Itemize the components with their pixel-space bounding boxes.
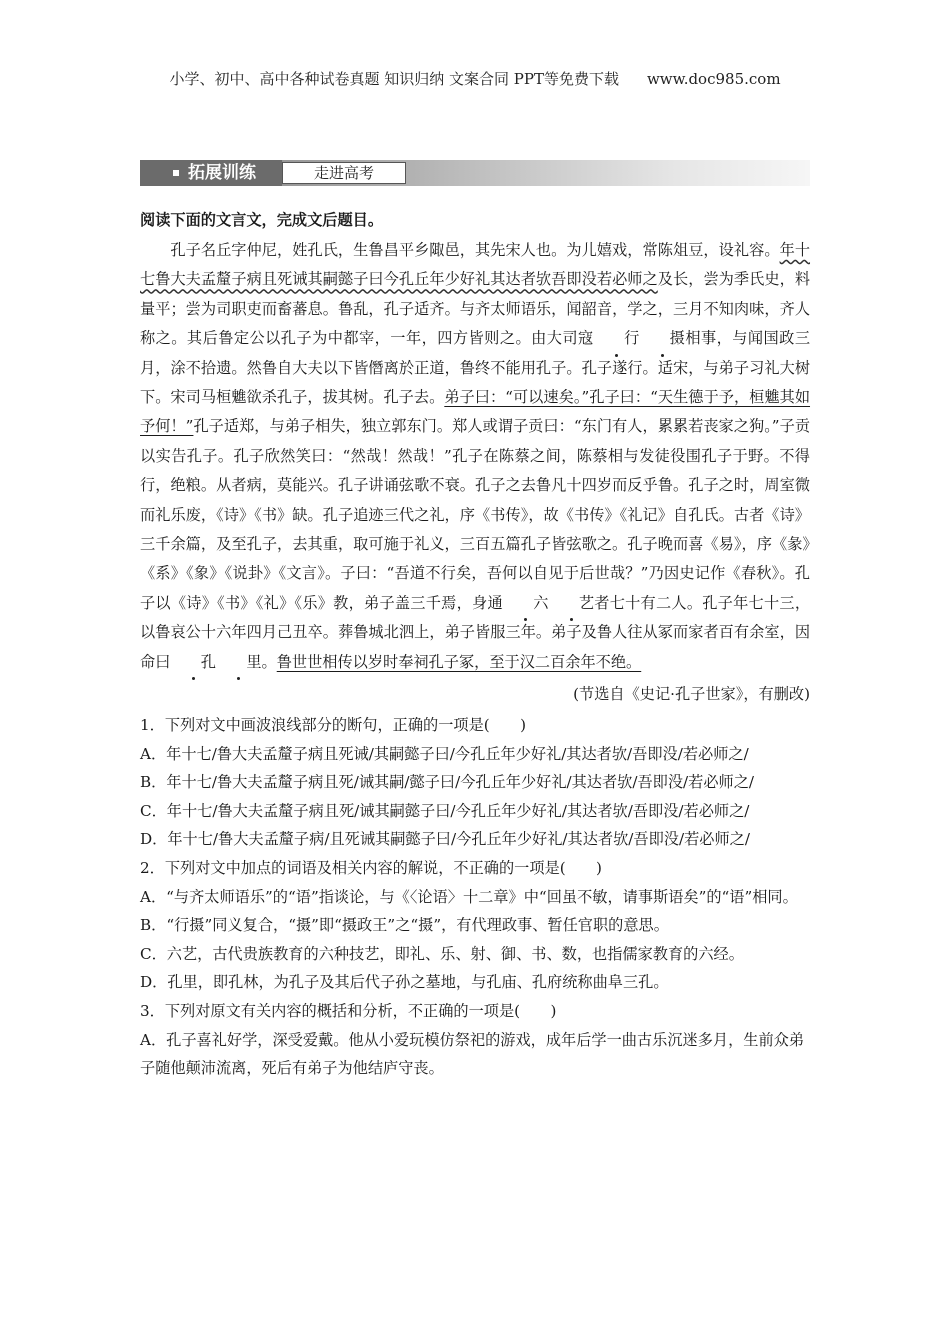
square-bullet-icon [173,170,179,176]
passage-text [140,236,810,677]
underlined-sentence-1: 弟子曰：“可以速矣。”孔子曰：“天生德于予，桓魋其如予何！” [140,388,811,436]
option-a: A．“与齐太师语乐”的“语”指谈论，与《〈论语〉十二章》中“回虽不敏，请事斯语矣”的“语”相同。 [140,887,798,906]
section-title-tag [140,160,282,186]
header-url[interactable]: www.doc985.com [646,70,781,88]
option-b: B．“行摄”同义复合，“摄”即“摄政王”之“摄”，有代理政事、暂任官职的意思。 [140,916,669,935]
header-text: 小学、初中、高中各种试卷真题 知识归纳 文案合同 PPT等免费下载 [169,70,619,88]
passage-segment: 及长，尝为季氏史，料量平；尝为司职吏而畜蕃息。鲁乱，孔子适齐。与齐太师语乐，闻韶音，学之，三月不知肉味，齐人称之。其后鲁定公以孔子为中都宰，一年，四方皆则之。由大司寇 [140,270,811,348]
dotted-char: 孔 [170,648,216,677]
passage-segment: 者七十有二人。孔子年七十三，以鲁哀公十六年四月己丑卒。葬鲁城北泗上，弟子皆服三年。弟子及鲁人往从冢而家者百有余室，因命曰 [140,593,811,671]
option-c: C．年十七/鲁大夫孟釐子病且死/诫其嗣懿子曰/今孔丘年少好礼/其达者欤/吾即没/若必师之/ [140,801,750,820]
passage-segment: 孔子名丘字仲尼，姓孔氏，生鲁昌平乡陬邑，其先宋人也。为儿嬉戏，常陈俎豆，设礼容。 [170,241,780,259]
document-body [140,206,810,1083]
option-d: D．孔里，即孔林，为孔子及其后代子孙之墓地，与孔庙、孔府统称曲阜三孔。 [140,973,669,992]
source-citation: (节选自《史记·孔子世家》，有删改) [573,685,810,704]
section-banner [140,160,810,186]
wavy-underlined-segment: 年十七鲁大夫孟釐子病且死诫其嗣懿子曰今孔丘年少好礼其达者欤吾即没若必师之 [140,241,811,289]
section-subtitle: 走进高考 [282,162,406,184]
option-b: B．年十七/鲁大夫孟釐子病且死/诫其嗣/懿子曰/今孔丘年少好礼/其达者欤/吾即没/若必师之/ [140,773,755,792]
question-stem: 2．下列对文中加点的词语及相关内容的解说，不正确的一项是( ) [140,859,602,878]
instruction: 阅读下面的文言文，完成文后题目。 [140,211,383,229]
option-a: A．年十七/鲁大夫孟釐子病且死诫/其嗣懿子曰/今孔丘年少好礼/其达者欤/吾即没/若必师之/ [140,744,749,763]
underlined-sentence-2: 鲁世世相传以岁时奉祠孔子冢，至于汉二百余年不绝。 [276,652,642,671]
question-2 [140,854,810,997]
passage-segment: 孔子适郑，与弟子相失，独立郭东门。郑人或谓子贡曰：“东门有人，累累若丧家之狗。”子贡以实告孔子。孔子欣然笑曰：“然哉！然哉！”孔子在陈蔡之间，陈蔡相与发徒役围孔子于野。不得行，绝粮。从者病，莫能兴。孔子讲诵弦歌不衰。孔子之去鲁凡十四岁而反乎鲁。孔子之时，周室微而礼乐废，《诗》《书》缺。孔子追迹三代之礼，序《书传》，故《书传》《礼记》自孔氏。古者《诗》三千余篇，及至孔子，去其重，取可施于礼义，三百五篇孔子皆弦歌之。孔子晚而喜《易》，序《彖》《系》《象》《说卦》《文言》。子曰：“吾道不行矣，吾何以自见于后世哉？”乃因史记作《春秋》。孔子以《诗》《书》《礼》《乐》教，弟子盖三千焉，身通 [140,417,811,612]
dotted-char: 里 [216,648,262,677]
option-a: A．孔子喜礼好学，深受爱戴。他从小爱玩模仿祭祀的游戏，成年后学一曲古乐沉迷多月，生前众弟子随他颠沛流离，死后有弟子为他结庐守丧。 [140,1030,805,1078]
dotted-char: 摄 [639,324,685,353]
dotted-char: 艺 [548,589,594,618]
question-1 [140,711,810,854]
passage-segment: 。 [261,652,277,671]
option-d: D．年十七/鲁大夫孟釐子病/且死诫其嗣懿子曰/今孔丘年少好礼/其达者欤/吾即没/若必师之/ [140,830,750,849]
dotted-char: 行 [594,324,640,353]
section-title: 拓展训练 [188,163,256,183]
page-header [0,68,950,89]
question-stem: 3．下列对原文有关内容的概括和分析，不正确的一项是( ) [140,1002,557,1021]
passage-segment: 相事，与闻国政三月，涂不拾遗。然鲁自大夫以下皆僭离於正道，鲁终不能用孔子。孔子遂行。适宋，与弟子习礼大树下。宋司马桓魋欲杀孔子，拔其树。孔子去。 [140,329,811,407]
option-c: C．六艺，古代贵族教育的六种技艺，即礼、乐、射、御、书、数，也指儒家教育的六经。 [140,944,744,963]
question-3 [140,997,810,1083]
dotted-char: 六 [503,589,549,618]
question-stem: 1．下列对文中画波浪线部分的断句，正确的一项是( ) [140,716,527,735]
